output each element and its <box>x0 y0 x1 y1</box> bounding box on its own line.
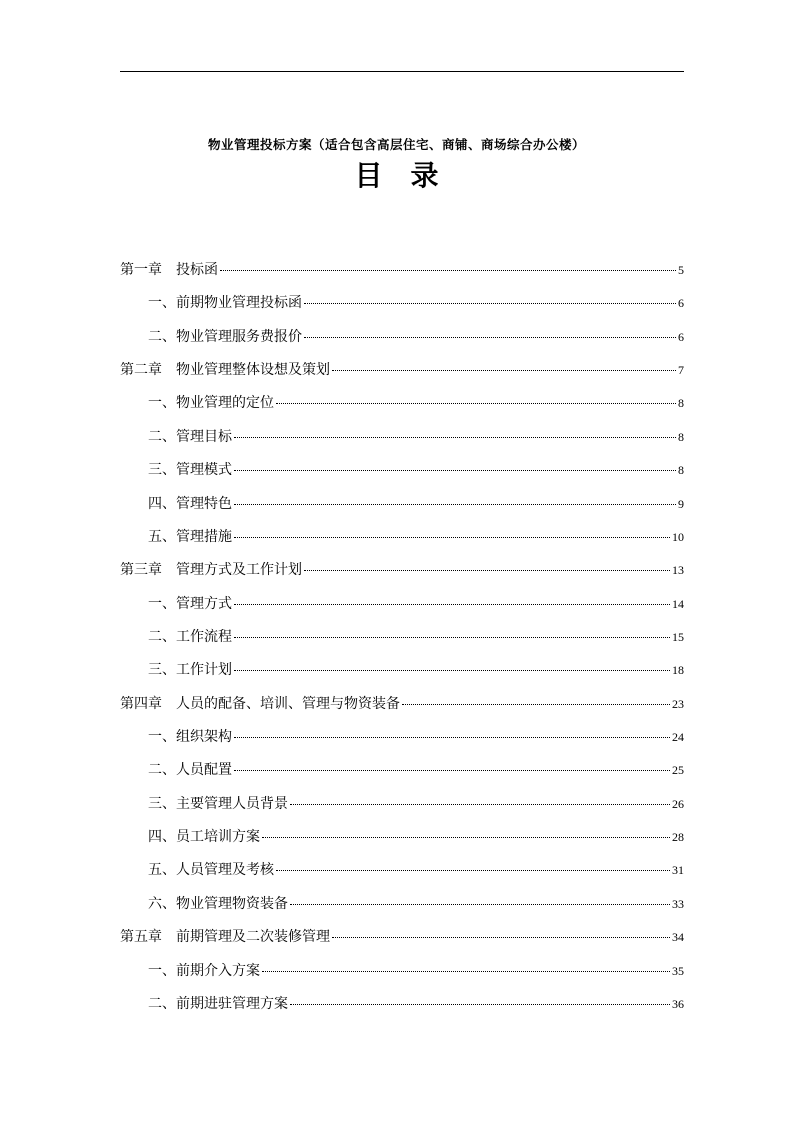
header-rule <box>120 71 684 72</box>
toc-page-number: 35 <box>672 963 684 978</box>
toc-section-entry[interactable] <box>120 759 684 792</box>
toc-entry-label: 一、前期介入方案 <box>148 962 260 979</box>
toc-section-entry[interactable] <box>120 392 684 425</box>
toc-section-entry[interactable] <box>120 960 684 993</box>
toc-section-entry[interactable] <box>120 526 684 559</box>
toc-page-number: 31 <box>672 863 684 878</box>
toc-page-number: 5 <box>678 263 684 277</box>
dot-leader <box>234 670 670 671</box>
toc-section-entry[interactable] <box>120 459 684 492</box>
toc-entry-label: 二、管理目标 <box>148 428 232 445</box>
toc-page-number: 28 <box>672 830 684 845</box>
toc-chapter-entry[interactable] <box>120 559 684 592</box>
toc-page-number: 6 <box>678 329 684 344</box>
toc-entry-label: 一、组织架构 <box>148 729 232 746</box>
dot-leader <box>262 837 670 838</box>
toc-page-number: 13 <box>672 563 684 578</box>
toc-page-number: 15 <box>672 629 684 644</box>
dot-leader <box>276 870 670 871</box>
dot-leader <box>290 904 670 905</box>
toc-section-entry[interactable] <box>120 593 684 626</box>
dot-leader <box>290 1004 670 1005</box>
document-subtitle: 物业管理投标方案（适合包含高层住宅、商铺、商场综合办公楼） <box>207 137 585 152</box>
toc-entry-label: 一、物业管理的定位 <box>148 395 274 412</box>
dot-leader <box>276 403 676 404</box>
toc-entry-label: 二、前期进驻管理方案 <box>148 995 288 1012</box>
toc-page-number: 18 <box>672 663 684 678</box>
toc-entry-label: 二、工作流程 <box>148 628 232 645</box>
toc-entry-label: 二、人员配置 <box>148 762 232 779</box>
toc-section-entry[interactable] <box>120 626 684 659</box>
toc-entry-label: 第三章 管理方式及工作计划 <box>120 562 302 579</box>
toc-entry-label: 三、管理模式 <box>148 462 232 479</box>
dot-leader <box>304 337 676 338</box>
toc-page-number: 14 <box>672 596 684 611</box>
toc-chapter-entry[interactable] <box>120 259 684 292</box>
toc-page-number: 26 <box>672 796 684 811</box>
toc-entry-label: 第一章 投标函 <box>120 262 218 278</box>
toc-chapter-entry[interactable] <box>120 926 684 959</box>
dot-leader <box>234 737 670 738</box>
toc-section-entry[interactable] <box>120 493 684 526</box>
toc-section-entry[interactable] <box>120 826 684 859</box>
toc-section-entry[interactable] <box>120 326 684 359</box>
toc-entry-label: 二、物业管理服务费报价 <box>148 328 302 345</box>
toc-entry-label: 一、管理方式 <box>148 595 232 612</box>
toc-page-number: 25 <box>672 763 684 778</box>
page-title: 目 录 <box>354 159 439 192</box>
toc-page-number: 8 <box>678 429 684 444</box>
toc-chapter-entry[interactable] <box>120 693 684 726</box>
dot-leader <box>234 504 676 505</box>
toc-page-number: 9 <box>678 496 684 511</box>
table-of-contents <box>120 259 684 1026</box>
dot-leader <box>234 537 670 538</box>
dot-leader <box>332 937 670 938</box>
toc-entry-label: 第二章 物业管理整体设想及策划 <box>120 362 330 379</box>
dot-leader <box>234 637 670 638</box>
toc-entry-label: 四、管理特色 <box>148 495 232 512</box>
dot-leader <box>290 804 670 805</box>
toc-entry-label: 五、管理措施 <box>148 528 232 545</box>
dot-leader <box>234 437 676 438</box>
dot-leader <box>262 971 670 972</box>
toc-page-number: 23 <box>672 696 684 711</box>
toc-section-entry[interactable] <box>120 893 684 926</box>
toc-section-entry[interactable] <box>120 859 684 892</box>
dot-leader <box>304 303 676 304</box>
toc-entry-label: 第四章 人员的配备、培训、管理与物资装备 <box>120 695 400 712</box>
toc-entry-label: 四、员工培训方案 <box>148 829 260 846</box>
dot-leader <box>234 770 670 771</box>
toc-entry-label: 六、物业管理物资装备 <box>148 895 288 912</box>
toc-entry-label: 第五章 前期管理及二次装修管理 <box>120 929 330 946</box>
toc-section-entry[interactable] <box>120 659 684 692</box>
toc-page-number: 33 <box>672 896 684 911</box>
toc-section-entry[interactable] <box>120 793 684 826</box>
toc-chapter-entry[interactable] <box>120 359 684 392</box>
toc-entry-label: 三、主要管理人员背景 <box>148 795 288 812</box>
toc-section-entry[interactable] <box>120 426 684 459</box>
toc-section-entry[interactable] <box>120 993 684 1026</box>
dot-leader <box>402 704 670 705</box>
toc-entry-label: 五、人员管理及考核 <box>148 862 274 879</box>
dot-leader <box>234 470 676 471</box>
toc-page-number: 8 <box>678 396 684 411</box>
toc-page-number: 10 <box>672 529 684 544</box>
toc-page-number: 24 <box>672 730 684 745</box>
dot-leader <box>220 270 676 271</box>
toc-page-number: 8 <box>678 463 684 478</box>
dot-leader <box>234 604 670 605</box>
dot-leader <box>332 370 676 371</box>
toc-page-number: 36 <box>672 996 684 1011</box>
toc-entry-label: 三、工作计划 <box>148 662 232 679</box>
toc-page-number: 7 <box>678 363 684 378</box>
toc-section-entry[interactable] <box>120 292 684 325</box>
toc-section-entry[interactable] <box>120 726 684 759</box>
dot-leader <box>304 570 670 571</box>
toc-entry-label: 一、前期物业管理投标函 <box>148 295 302 312</box>
toc-page-number: 34 <box>672 930 684 945</box>
toc-page-number: 6 <box>678 296 684 311</box>
